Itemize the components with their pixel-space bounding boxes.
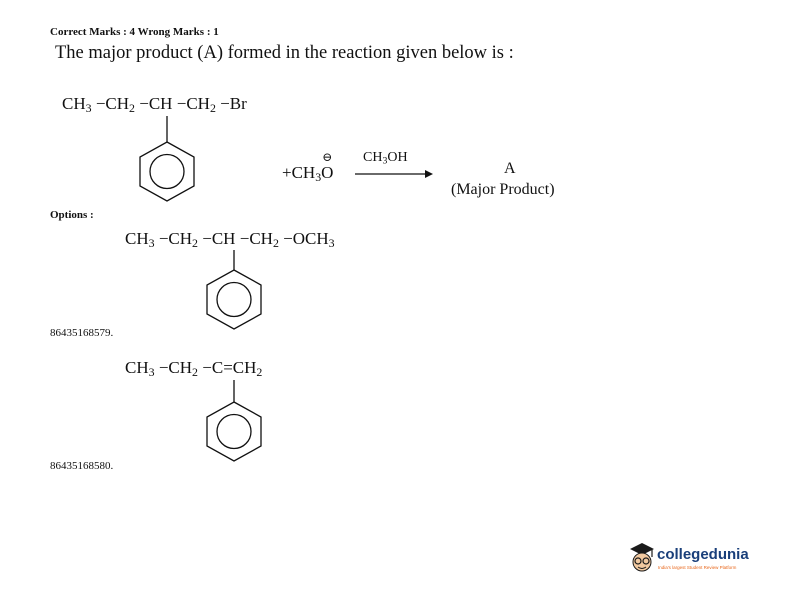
question-text: The major product (A) formed in the reaction given below is : (55, 43, 514, 63)
reactant-formula: $CH_3 -CH_2 -CH -CH_2 -Br$ (62, 94, 247, 115)
arrow-head-icon (425, 170, 433, 178)
logo-tagline: India's largest Student Review Platform (658, 565, 737, 570)
logo-brand: collegedunia (657, 546, 749, 563)
benzene-ring-icon (207, 270, 261, 329)
option-2-formula: $CH_3 -CH_2 -C=CH_2$ (125, 358, 263, 379)
negative-charge-icon: ⊖ (322, 150, 333, 164)
option-2-id: 86435168580. (50, 460, 114, 472)
option-1-id: 86435168579. (50, 327, 114, 339)
benzene-ring-icon (207, 402, 261, 461)
product-label: A (504, 160, 516, 177)
marks-info: Correct Marks : 4 Wrong Marks : 1 (50, 26, 219, 38)
solvent-label: $CH_3OH$ (363, 150, 408, 167)
reagent-methoxide: $+CH_3O$ ⊖ (282, 150, 334, 184)
options-label: Options : (50, 209, 94, 221)
option-1-formula: $CH_3 -CH_2 -CH -CH_2 -OCH_3$ (125, 229, 335, 250)
product-note: (Major Product) (451, 181, 555, 198)
benzene-ring-icon (140, 142, 194, 201)
student-mascot-icon (628, 540, 656, 576)
